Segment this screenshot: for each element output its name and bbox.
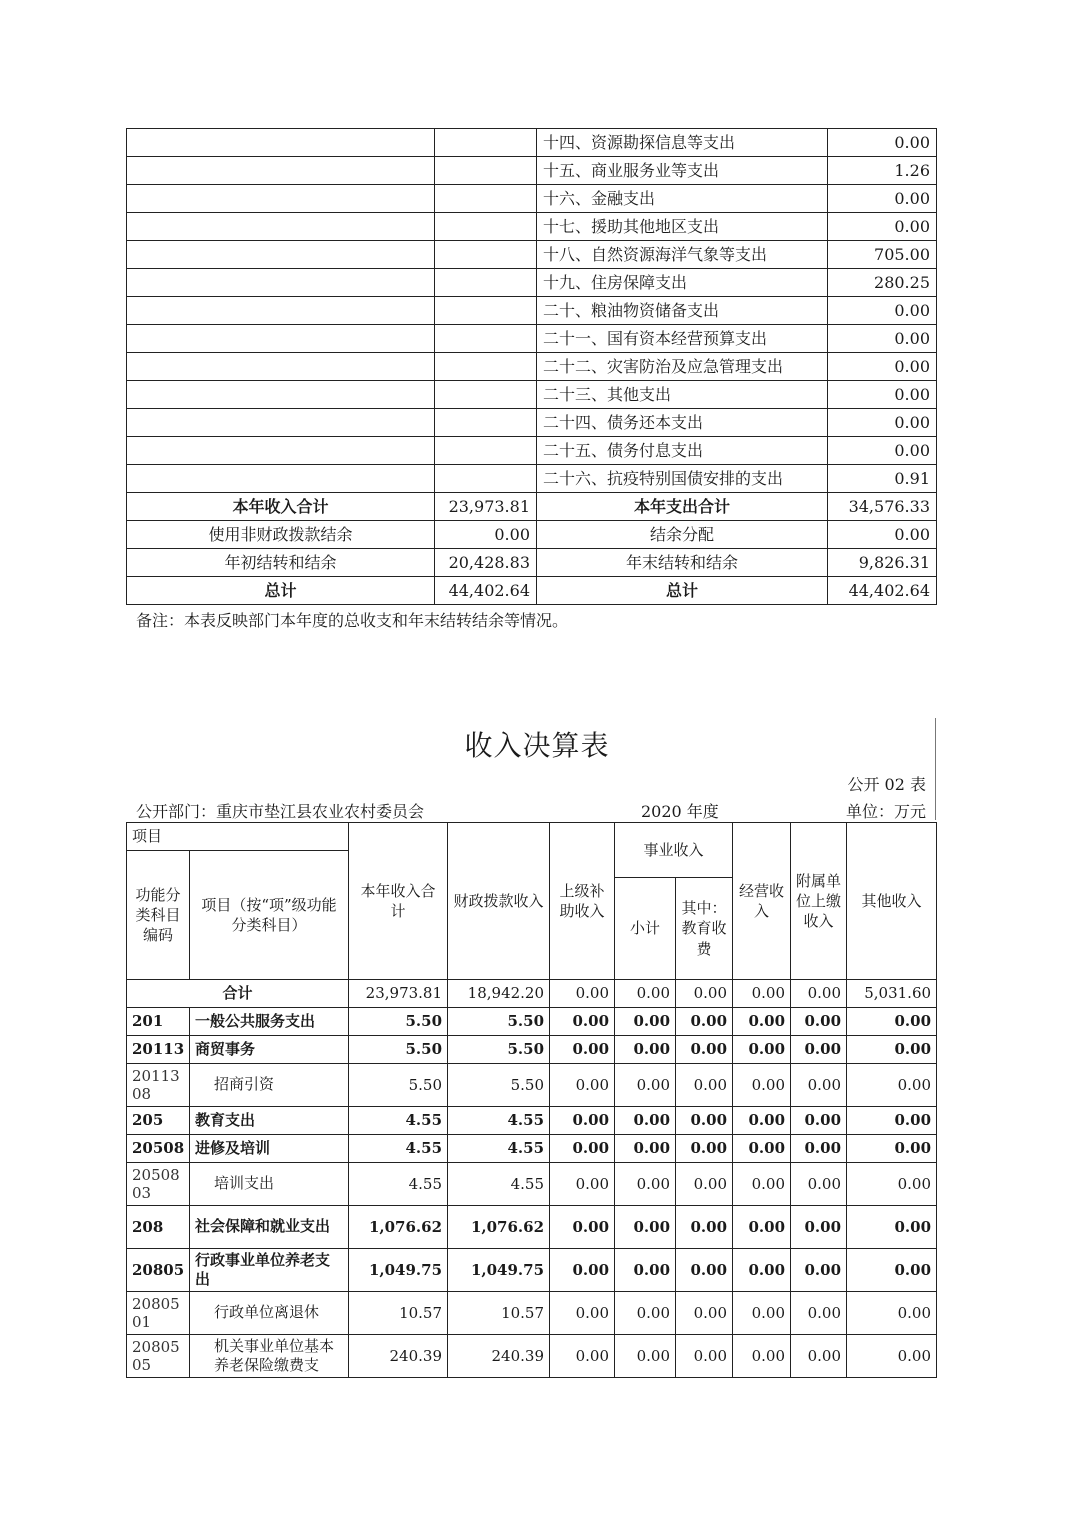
header-education: 其中：教育收费 (676, 878, 733, 980)
row-code-cell: 20113 (127, 1036, 190, 1064)
income-total-value: 20,428.83 (435, 549, 537, 577)
row-value-cell: 4.55 (448, 1163, 550, 1206)
income-value-cell (435, 437, 537, 465)
expense-item-cell: 二十、粮油物资储备支出 (537, 297, 828, 325)
expense-item-cell: 十九、住房保障支出 (537, 269, 828, 297)
row-value-cell: 0.00 (676, 1249, 733, 1292)
row-value-cell: 0.00 (733, 1064, 791, 1107)
row-code-cell: 208 (127, 1206, 190, 1249)
row-value-cell: 0.00 (791, 1135, 847, 1163)
row-value-cell: 0.00 (550, 1064, 615, 1107)
expense-total-label: 结余分配 (537, 521, 828, 549)
row-value-cell: 5.50 (448, 1008, 550, 1036)
row-name-cell: 培训支出 (190, 1163, 349, 1206)
summary-row (127, 185, 937, 213)
row-value-cell: 0.00 (791, 1064, 847, 1107)
row-value-cell: 0.00 (615, 1163, 676, 1206)
row-name-cell: 机关事业单位基本养老保险缴费支 (190, 1335, 349, 1378)
income-table-title: 收入决算表 (464, 729, 610, 762)
row-value-cell: 0.00 (550, 1135, 615, 1163)
expense-total-value: 0.00 (828, 521, 937, 549)
row-name-cell: 招商引资 (190, 1064, 349, 1107)
total-value-cell: 0.00 (550, 980, 615, 1008)
row-value-cell: 0.00 (847, 1163, 937, 1206)
income-value-cell (435, 157, 537, 185)
income-total-label: 年初结转和结余 (127, 549, 435, 577)
row-value-cell: 5.50 (349, 1036, 448, 1064)
total-value-cell: 18,942.20 (448, 980, 550, 1008)
row-value-cell: 0.00 (791, 1163, 847, 1206)
income-row (127, 1064, 937, 1107)
row-value-cell: 0.00 (733, 1206, 791, 1249)
row-value-cell: 0.00 (615, 1107, 676, 1135)
row-value-cell: 4.55 (349, 1107, 448, 1135)
summary-row (127, 409, 937, 437)
row-value-cell: 4.55 (448, 1135, 550, 1163)
row-value-cell: 5.50 (349, 1008, 448, 1036)
row-value-cell: 0.00 (847, 1135, 937, 1163)
income-row (127, 1292, 937, 1335)
expense-item-cell: 二十三、其他支出 (537, 381, 828, 409)
row-value-cell: 0.00 (550, 1163, 615, 1206)
row-value-cell: 0.00 (847, 1064, 937, 1107)
income-value-cell (435, 353, 537, 381)
income-item-cell (127, 353, 435, 381)
row-value-cell: 0.00 (791, 1107, 847, 1135)
row-value-cell: 0.00 (615, 1206, 676, 1249)
income-row (127, 1135, 937, 1163)
header-operating: 经营收入 (733, 823, 791, 980)
row-code-cell: 2011308 (127, 1064, 190, 1107)
row-name-cell: 进修及培训 (190, 1135, 349, 1163)
header-project: 项目 (127, 823, 349, 851)
row-value-cell: 0.00 (550, 1206, 615, 1249)
income-row (127, 1163, 937, 1206)
row-name-cell: 教育支出 (190, 1107, 349, 1135)
summary-row (127, 157, 937, 185)
header-other: 其他收入 (847, 823, 937, 980)
income-row (127, 1036, 937, 1064)
expense-value-cell: 0.00 (828, 381, 937, 409)
row-name-cell: 商贸事务 (190, 1036, 349, 1064)
row-value-cell: 1,049.75 (349, 1249, 448, 1292)
summary-note: 备注：本表反映部门本年度的总收支和年末结转结余等情况。 (136, 611, 569, 630)
income-item-cell (127, 409, 435, 437)
row-value-cell: 1,049.75 (448, 1249, 550, 1292)
income-item-cell (127, 269, 435, 297)
row-value-cell: 0.00 (676, 1292, 733, 1335)
income-total-value: 0.00 (435, 521, 537, 549)
income-value-cell (435, 381, 537, 409)
income-item-cell (127, 325, 435, 353)
income-row (127, 1335, 937, 1378)
summary-row (127, 437, 937, 465)
expense-item-cell: 二十二、灾害防治及应急管理支出 (537, 353, 828, 381)
row-code-cell: 201 (127, 1008, 190, 1036)
row-code-cell: 2080505 (127, 1335, 190, 1378)
row-value-cell: 240.39 (448, 1335, 550, 1378)
income-item-cell (127, 241, 435, 269)
header-total: 本年收入合计 (349, 823, 448, 980)
summary-total-row (127, 521, 937, 549)
row-value-cell: 0.00 (615, 1008, 676, 1036)
row-code-cell: 20508 (127, 1135, 190, 1163)
header-superior: 上级补助收入 (550, 823, 615, 980)
income-value-cell (435, 213, 537, 241)
row-value-cell: 0.00 (791, 1335, 847, 1378)
row-value-cell: 0.00 (847, 1107, 937, 1135)
header-fiscal: 财政拨款收入 (448, 823, 550, 980)
income-item-cell (127, 437, 435, 465)
total-label: 合计 (127, 980, 349, 1008)
row-value-cell: 0.00 (615, 1292, 676, 1335)
income-row (127, 1008, 937, 1036)
income-value-cell (435, 465, 537, 493)
summary-total-row (127, 577, 937, 605)
row-value-cell: 5.50 (448, 1036, 550, 1064)
row-value-cell: 0.00 (733, 1008, 791, 1036)
expense-value-cell: 0.00 (828, 129, 937, 157)
row-value-cell: 0.00 (847, 1008, 937, 1036)
income-table (126, 822, 937, 1378)
row-value-cell: 0.00 (847, 1036, 937, 1064)
income-value-cell (435, 409, 537, 437)
row-value-cell: 0.00 (550, 1107, 615, 1135)
row-value-cell: 0.00 (550, 1335, 615, 1378)
expense-value-cell: 280.25 (828, 269, 937, 297)
expense-item-cell: 二十四、债务还本支出 (537, 409, 828, 437)
income-total-label: 总计 (127, 577, 435, 605)
row-value-cell: 0.00 (733, 1107, 791, 1135)
row-value-cell: 0.00 (847, 1335, 937, 1378)
summary-total-row (127, 493, 937, 521)
income-value-cell (435, 241, 537, 269)
expense-item-cell: 十七、援助其他地区支出 (537, 213, 828, 241)
total-value-cell: 0.00 (733, 980, 791, 1008)
total-value-cell: 0.00 (676, 980, 733, 1008)
expense-total-label: 年末结转和结余 (537, 549, 828, 577)
fiscal-year: 2020 年度 (641, 802, 719, 821)
row-value-cell: 0.00 (733, 1036, 791, 1064)
row-value-cell: 0.00 (791, 1249, 847, 1292)
income-value-cell (435, 269, 537, 297)
row-value-cell: 0.00 (615, 1335, 676, 1378)
expense-value-cell: 0.00 (828, 325, 937, 353)
table-number: 公开 02 表 (847, 775, 926, 794)
header-subtotal: 小计 (615, 878, 676, 980)
summary-row (127, 297, 937, 325)
row-value-cell: 0.00 (791, 1008, 847, 1036)
page-edge-line (935, 718, 936, 820)
row-value-cell: 4.55 (349, 1163, 448, 1206)
row-value-cell: 0.00 (676, 1335, 733, 1378)
income-row (127, 1206, 937, 1249)
header-name: 项目（按“项”级功能分类科目） (190, 851, 349, 980)
row-value-cell: 0.00 (791, 1036, 847, 1064)
total-value-cell: 5,031.60 (847, 980, 937, 1008)
income-total-row (127, 980, 937, 1008)
summary-row (127, 269, 937, 297)
row-value-cell: 0.00 (676, 1135, 733, 1163)
income-total-label: 使用非财政拨款结余 (127, 521, 435, 549)
row-value-cell: 0.00 (676, 1008, 733, 1036)
row-value-cell: 0.00 (733, 1335, 791, 1378)
expense-value-cell: 0.00 (828, 353, 937, 381)
header-affiliated: 附属单位上缴收入 (791, 823, 847, 980)
row-value-cell: 0.00 (676, 1064, 733, 1107)
income-item-cell (127, 465, 435, 493)
row-value-cell: 10.57 (349, 1292, 448, 1335)
expense-total-value: 34,576.33 (828, 493, 937, 521)
summary-row (127, 465, 937, 493)
income-row (127, 1107, 937, 1135)
row-value-cell: 0.00 (676, 1107, 733, 1135)
row-code-cell: 205 (127, 1107, 190, 1135)
row-value-cell: 5.50 (349, 1064, 448, 1107)
row-value-cell: 0.00 (847, 1292, 937, 1335)
row-value-cell: 0.00 (550, 1036, 615, 1064)
income-item-cell (127, 381, 435, 409)
expense-item-cell: 十六、金融支出 (537, 185, 828, 213)
row-value-cell: 0.00 (550, 1008, 615, 1036)
summary-row (127, 129, 937, 157)
income-value-cell (435, 325, 537, 353)
expense-value-cell: 0.00 (828, 213, 937, 241)
row-value-cell: 240.39 (349, 1335, 448, 1378)
row-value-cell: 0.00 (615, 1135, 676, 1163)
row-value-cell: 1,076.62 (448, 1206, 550, 1249)
expense-item-cell: 二十六、抗疫特别国债安排的支出 (537, 465, 828, 493)
row-value-cell: 4.55 (349, 1135, 448, 1163)
row-value-cell: 0.00 (733, 1163, 791, 1206)
expense-total-label: 总计 (537, 577, 828, 605)
row-value-cell: 0.00 (733, 1249, 791, 1292)
expense-total-value: 44,402.64 (828, 577, 937, 605)
department-label: 公开部门：重庆市垫江县农业农村委员会 (136, 802, 425, 821)
row-value-cell: 10.57 (448, 1292, 550, 1335)
expense-value-cell: 0.00 (828, 297, 937, 325)
row-value-cell: 0.00 (733, 1135, 791, 1163)
income-total-value: 44,402.64 (435, 577, 537, 605)
row-value-cell: 0.00 (676, 1163, 733, 1206)
expense-value-cell: 0.00 (828, 437, 937, 465)
row-value-cell: 0.00 (847, 1206, 937, 1249)
income-item-cell (127, 213, 435, 241)
expense-value-cell: 1.26 (828, 157, 937, 185)
expense-item-cell: 十八、自然资源海洋气象等支出 (537, 241, 828, 269)
income-value-cell (435, 297, 537, 325)
row-name-cell: 行政事业单位养老支出 (190, 1249, 349, 1292)
row-name-cell: 社会保障和就业支出 (190, 1206, 349, 1249)
row-code-cell: 20805 (127, 1249, 190, 1292)
expense-item-cell: 二十一、国有资本经营预算支出 (537, 325, 828, 353)
row-value-cell: 0.00 (550, 1249, 615, 1292)
income-total-value: 23,973.81 (435, 493, 537, 521)
header-business: 事业收入 (615, 823, 733, 878)
summary-total-row (127, 549, 937, 577)
row-name-cell: 一般公共服务支出 (190, 1008, 349, 1036)
row-value-cell: 5.50 (448, 1064, 550, 1107)
expense-value-cell: 705.00 (828, 241, 937, 269)
summary-row (127, 241, 937, 269)
summary-row (127, 325, 937, 353)
unit-label: 单位：万元 (845, 802, 926, 821)
income-total-label: 本年收入合计 (127, 493, 435, 521)
summary-row (127, 353, 937, 381)
expense-value-cell: 0.91 (828, 465, 937, 493)
expense-item-cell: 十四、资源勘探信息等支出 (537, 129, 828, 157)
total-value-cell: 0.00 (615, 980, 676, 1008)
row-name-cell: 行政单位离退休 (190, 1292, 349, 1335)
expense-item-cell: 十五、商业服务业等支出 (537, 157, 828, 185)
row-value-cell: 0.00 (733, 1292, 791, 1335)
row-value-cell: 0.00 (791, 1292, 847, 1335)
row-value-cell: 0.00 (550, 1292, 615, 1335)
income-item-cell (127, 129, 435, 157)
row-value-cell: 0.00 (615, 1064, 676, 1107)
row-value-cell: 1,076.62 (349, 1206, 448, 1249)
income-item-cell (127, 185, 435, 213)
total-value-cell: 0.00 (791, 980, 847, 1008)
row-value-cell: 0.00 (676, 1036, 733, 1064)
row-value-cell: 0.00 (676, 1206, 733, 1249)
summary-row (127, 381, 937, 409)
expense-item-cell: 二十五、债务付息支出 (537, 437, 828, 465)
row-code-cell: 2050803 (127, 1163, 190, 1206)
total-value-cell: 23,973.81 (349, 980, 448, 1008)
row-value-cell: 0.00 (615, 1036, 676, 1064)
summary-row (127, 213, 937, 241)
expense-value-cell: 0.00 (828, 409, 937, 437)
header-code: 功能分类科目编码 (127, 851, 190, 980)
expense-total-value: 9,826.31 (828, 549, 937, 577)
expense-total-label: 本年支出合计 (537, 493, 828, 521)
row-code-cell: 2080501 (127, 1292, 190, 1335)
summary-table (126, 128, 937, 605)
row-value-cell: 0.00 (847, 1249, 937, 1292)
income-value-cell (435, 129, 537, 157)
row-value-cell: 0.00 (791, 1206, 847, 1249)
income-value-cell (435, 185, 537, 213)
row-value-cell: 4.55 (448, 1107, 550, 1135)
income-item-cell (127, 297, 435, 325)
row-value-cell: 0.00 (615, 1249, 676, 1292)
income-row (127, 1249, 937, 1292)
expense-value-cell: 0.00 (828, 185, 937, 213)
income-item-cell (127, 157, 435, 185)
